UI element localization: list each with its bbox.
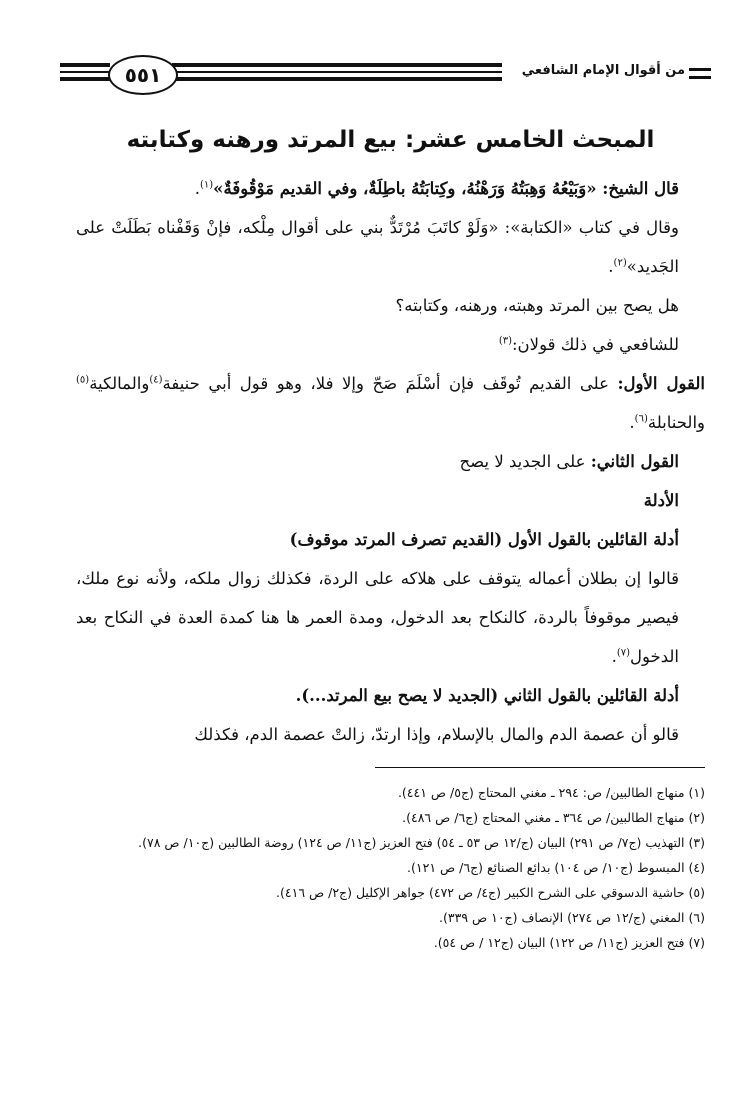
punct: . [611,647,617,666]
header-rule-left-mid [60,71,110,73]
punct: . [608,257,614,276]
footnote-ref: (٥) [76,374,90,386]
quote-text: قال الشيخ: «وَبَيْعُهُ وَهِبَتُهُ وَرَهْنُهُ، وكِتابَتُهُ باطِلَةٌ، وفي القديم مَوْقُوفَةٌ» [213,179,679,198]
quote-text: وقال في كتاب «الكتابة»: «وَلَوْ كاتَبَ مُرْتَدٌّ بني على أقوال مِلْكه، فإنْ وَقَفْناه بَطَلَتْ على الجَديد» [76,218,679,276]
text: والمالكية [89,374,150,393]
footnote: (٤) المبسوط (ج١٠/ ص ١٠٤) بدائع الصنائع (ج٦/ ص ١٢١). [407,860,705,875]
heading-evidence: الأدلة [643,491,679,510]
footnote: (٣) التهذيب (ج٧/ ص ٢٩١) البيان (ج/١٢ ص ٥٣ ـ ٥٤) فتح العزيز (ج١١/ ص ١٢٤) روضة الطالبين (ج١٠/ ص ٧٨). [138,835,705,850]
main-text [76,115,705,754]
header-rule-right-mid [172,71,502,73]
header-rule-right-top [172,63,502,67]
footnotes [76,780,705,955]
paragraph-7 [76,559,705,676]
running-header [0,55,755,95]
paragraph-8: قالو أن عصمة الدم والمال بالإسلام، وإذا ارتدّ، زالتْ عصمة الدم، فكذلك [194,725,679,744]
paragraph-1 [76,169,705,208]
heading-first-opinion: أدلة القائلين بالقول الأول (القديم تصرف المرتد موقوف) [289,530,679,549]
footnote-ref: (١) [199,179,214,191]
opinion-label: القول الثاني: [590,452,679,471]
footnote: (٢) منهاج الطالبين/ ص ٣٦٤ ـ مغني المحتاج (ج٦/ ص ٤٨٦). [402,810,705,825]
footnote-separator [375,767,705,768]
text: قالوا إن بطلان أعماله يتوقف على هلاكه على الردة، فكذلك زوال ملكه، ولأنه نوع ملك، فيصير موقوفاً بالردة، كالنكاح بعد الدخول، ومدة العمر ها هنا كمدة العدة في النكاح بعد الدخول [76,569,679,666]
punct: . [629,413,635,432]
opinion-label: القول الأول: [617,374,705,393]
footnote: (٦) المغني (ج/١٢ ص ٢٧٤) الإنصاف (ج١٠ ص ٣٣٩). [439,910,705,925]
footnote-ref: (٢) [613,257,627,269]
paragraph-2 [76,208,705,286]
paragraph-5 [76,364,705,442]
header-rule-left-bottom [60,77,110,81]
section-title: المبحث الخامس عشر: بيع المرتد ورهنه وكتابته [126,127,655,153]
footnote: (٥) حاشية الدسوقي على الشرح الكبير (ج٤/ ص ٤٧٢) جواهر الإكليل (ج٢/ ص ٤١٦). [276,885,705,900]
footnote: (١) منهاج الطالبين/ ص: ٢٩٤ ـ مغني المحتاج (ج٥/ ص ٤٤١). [397,785,705,800]
header-rule-left-top [60,63,110,67]
header-rule-right-bottom [172,77,502,81]
paragraph-3: هل يصح بين المرتد وهبته، ورهنه، وكتابته؟ [395,296,679,315]
footnote: (٧) فتح العزيز (ج١١/ ص ١٢٢) البيان (ج١٢ / ص ٥٤). [433,935,705,950]
footnote-ref: (٣) [498,335,512,347]
text: للشافعي في ذلك قولان: [512,335,679,354]
text: على الجديد لا يصح [459,452,586,471]
footnote-ref: (٧) [616,647,631,659]
footnote-ref: (٤) [149,374,163,386]
paragraph-4 [76,325,705,364]
running-title: من أقوال الإمام الشافعي [521,63,685,78]
footnote-ref: (٦) [634,413,648,425]
text: على القديم تُوقَف فإن أسْلَمَ صَحّ وإلا فلا، وهو قول أبي حنيفة [162,374,609,393]
text: والحنابلة [647,413,705,432]
header-ornament [689,68,711,79]
heading-second-opinion: أدلة القائلين بالقول الثاني (الجديد لا يصح بيع المرتد...). [295,686,679,705]
page-number: ٥٥١ [108,55,178,95]
punct: . [194,179,200,198]
paragraph-6 [76,442,705,481]
